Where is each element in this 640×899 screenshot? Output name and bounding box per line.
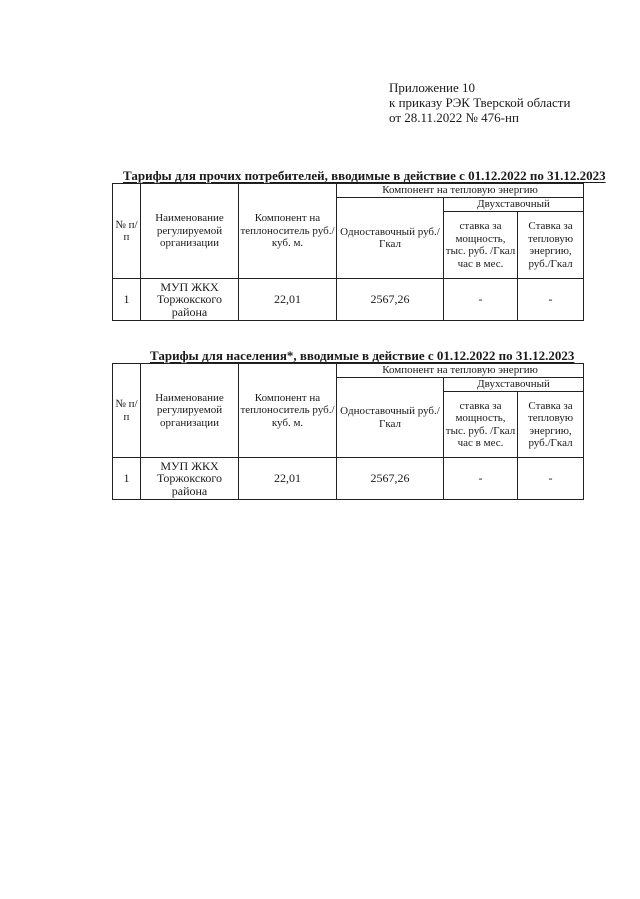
table-row xyxy=(113,279,584,321)
header-two-rate-group: Двухставочный xyxy=(444,198,584,212)
cell-energy-rate: - xyxy=(518,279,584,321)
cell-capacity-rate: - xyxy=(444,279,518,321)
cell-num: 1 xyxy=(113,279,141,321)
table-title-other-consumers: Тарифы для прочих потребителей, вводимые в действие с 01.12.2022 по 31.12.2023 xyxy=(123,168,606,183)
header-num: № п/п xyxy=(113,364,141,458)
header-coolant: Компонент на теплоноситель руб./куб. м. xyxy=(239,364,337,458)
header-thermal-group: Компонент на тепловую энергию xyxy=(337,184,584,198)
header-coolant: Компонент на теплоноситель руб./куб. м. xyxy=(239,184,337,279)
tariff-table-other-consumers xyxy=(112,183,584,321)
header-org: Наименование регулируемой организации xyxy=(141,184,239,279)
appendix-line-3: от 28.11.2022 № 476-нп xyxy=(389,110,519,125)
appendix-line-2: к приказу РЭК Тверской области xyxy=(389,95,571,110)
cell-coolant: 22,01 xyxy=(239,279,337,321)
header-org: Наименование регулируемой организации xyxy=(141,364,239,458)
header-capacity-rate: ставка за мощность, тыс. руб. /Гкал час в мес. xyxy=(444,212,518,279)
header-energy-rate: Ставка за тепловую энергию, руб./Гкал xyxy=(518,212,584,279)
cell-capacity-rate: - xyxy=(444,458,518,500)
appendix-header xyxy=(389,80,570,125)
header-thermal-group: Компонент на тепловую энергию xyxy=(337,364,584,378)
header-single-rate: Одноставочный руб./Гкал xyxy=(337,198,444,279)
cell-num: 1 xyxy=(113,458,141,500)
cell-single-rate: 2567,26 xyxy=(337,279,444,321)
cell-energy-rate: - xyxy=(518,458,584,500)
header-energy-rate: Ставка за тепловую энергию, руб./Гкал xyxy=(518,392,584,458)
header-two-rate-group: Двухставочный xyxy=(444,378,584,392)
header-num: № п/п xyxy=(113,184,141,279)
appendix-line-1: Приложение 10 xyxy=(389,80,476,95)
table-title-population: Тарифы для населения*, вводимые в действие с 01.12.2022 по 31.12.2023 xyxy=(150,348,575,363)
table-row xyxy=(113,458,584,500)
header-single-rate: Одноставочный руб./Гкал xyxy=(337,378,444,458)
cell-single-rate: 2567,26 xyxy=(337,458,444,500)
cell-coolant: 22,01 xyxy=(239,458,337,500)
cell-org: МУП ЖКХ Торжокского района xyxy=(141,458,239,500)
tariff-table-population xyxy=(112,363,584,500)
cell-org: МУП ЖКХ Торжокского района xyxy=(141,279,239,321)
header-capacity-rate: ставка за мощность, тыс. руб. /Гкал час в мес. xyxy=(444,392,518,458)
